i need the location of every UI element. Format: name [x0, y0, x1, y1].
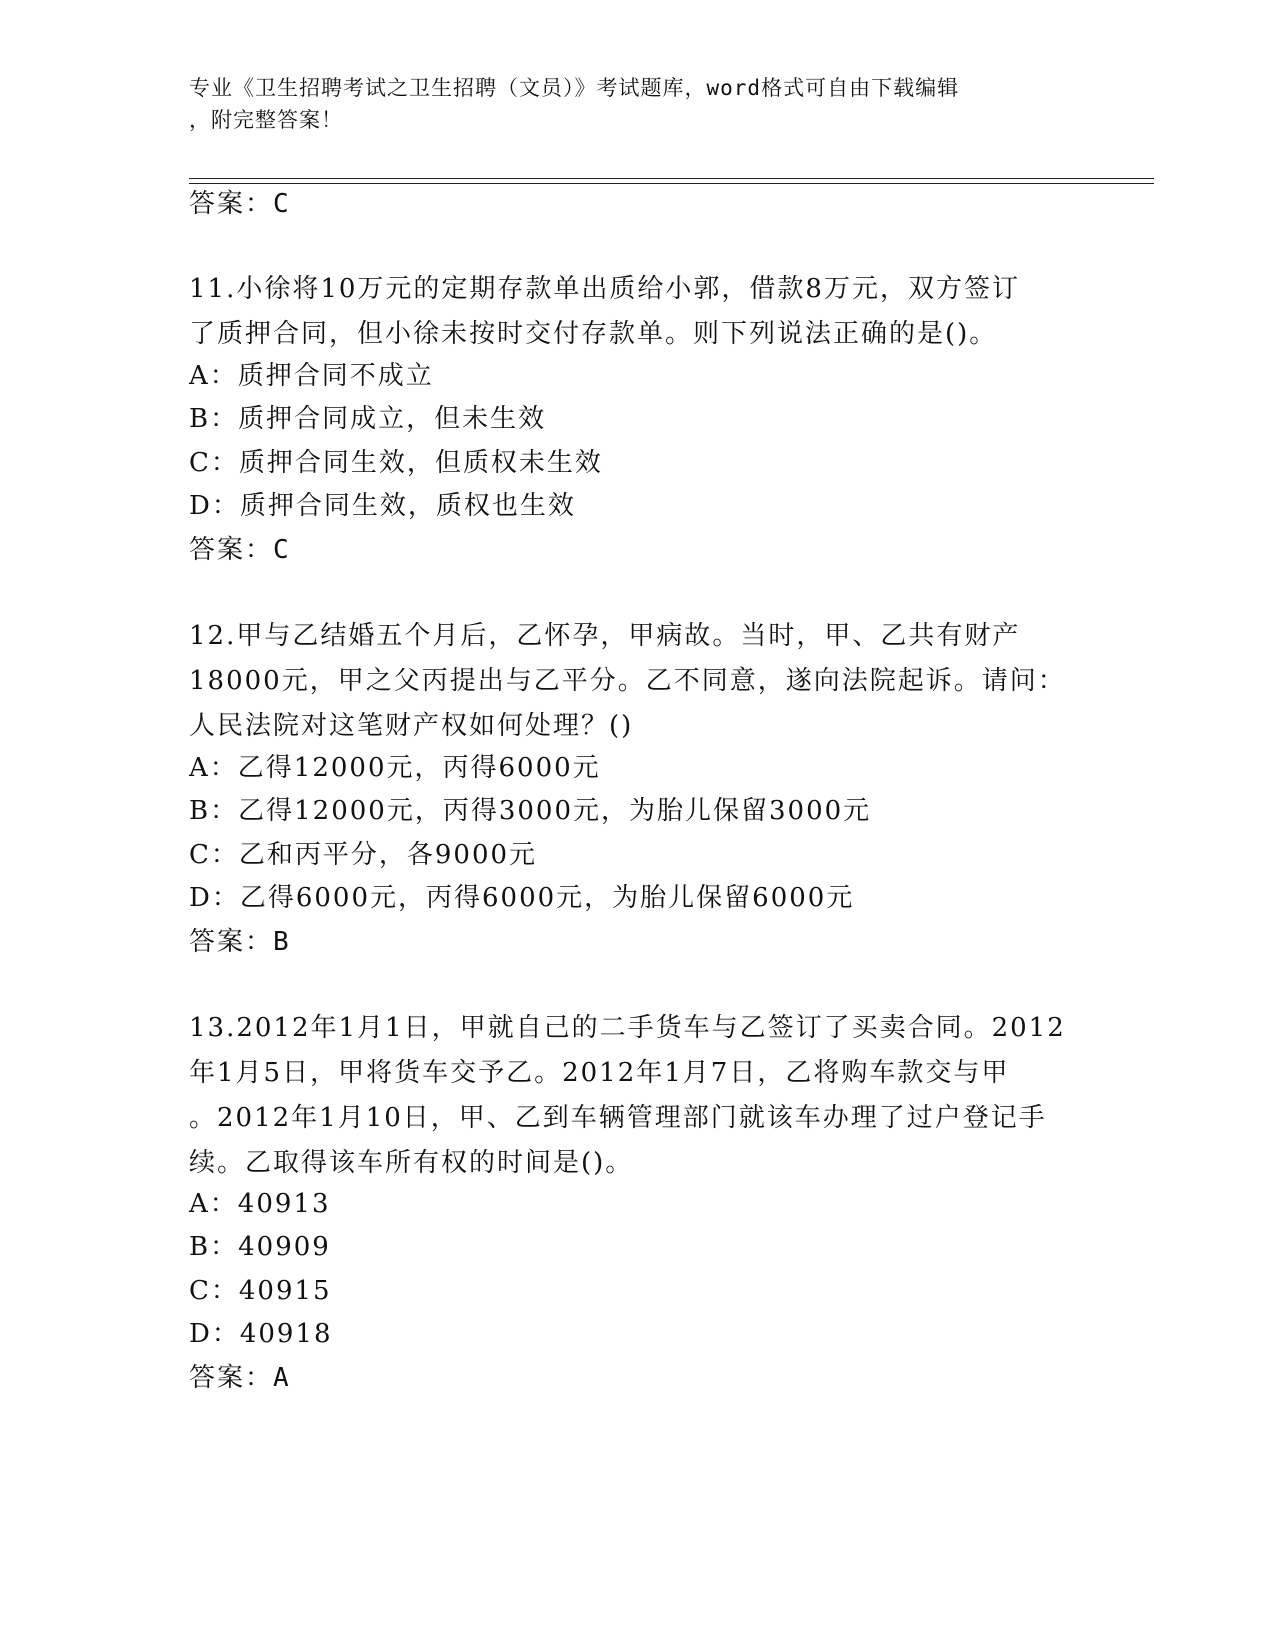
question-stem-line: 11.小徐将10万元的定期存款单出质给小郭，借款8万元，双方签订 — [189, 274, 1020, 304]
question-stem-line: 。2012年1月10日，甲、乙到车辆管理部门就该车办理了过户登记手 — [189, 1103, 1047, 1133]
question-12-option-b: B：乙得12000元，丙得3000元，为胎儿保留3000元 — [189, 796, 872, 826]
question-13-option-d: D：40918 — [189, 1319, 333, 1349]
question-11-answer: 答案：C — [189, 535, 291, 565]
question-stem-line: 续。乙取得该车所有权的时间是()。 — [189, 1148, 634, 1178]
question-stem-line: 了质押合同，但小徐未按时交付存款单。则下列说法正确的是()。 — [189, 319, 998, 349]
question-13-stem — [189, 1006, 1089, 1186]
question-11-option-b: B：质押合同成立，但未生效 — [189, 404, 547, 434]
question-13-answer: 答案：A — [189, 1363, 291, 1393]
question-12-stem — [189, 614, 1089, 749]
question-12-answer: 答案：B — [189, 927, 291, 957]
question-12-option-d: D：乙得6000元，丙得6000元，为胎儿保留6000元 — [189, 883, 855, 913]
header-divider — [189, 178, 1154, 184]
question-13-option-b: B：40909 — [189, 1232, 331, 1262]
question-11-stem — [189, 267, 1089, 357]
question-13-option-c: C：40915 — [189, 1276, 332, 1306]
question-stem-line: 年1月5日，甲将货车交予乙。2012年1月7日，乙将购车款交与甲 — [189, 1058, 1010, 1088]
question-stem-line: 18000元，甲之父丙提出与乙平分。乙不同意，遂向法院起诉。请问： — [189, 666, 1066, 696]
question-12-option-a: A：乙得12000元，丙得6000元 — [189, 753, 601, 783]
previous-answer: 答案：C — [189, 189, 291, 219]
question-13-option-a: A：40913 — [189, 1189, 331, 1219]
header-line-2: ，附完整答案！ — [189, 108, 343, 132]
question-stem-line: 12.甲与乙结婚五个月后，乙怀孕，甲病故。当时，甲、乙共有财产 — [189, 621, 1021, 651]
header-line-1: 专业《卫生招聘考试之卫生招聘（文员）》考试题库，word格式可自由下载编辑 — [189, 76, 960, 100]
question-stem-line: 人民法院对这笔财产权如何处理？() — [189, 711, 634, 741]
question-stem-line: 13.2012年1月1日，甲就自己的二手货车与乙签订了买卖合同。2012 — [189, 1013, 1066, 1043]
question-11-option-d: D：质押合同生效，质权也生效 — [189, 491, 576, 521]
question-12-option-c: C：乙和丙平分，各9000元 — [189, 840, 538, 870]
document-header — [189, 72, 1089, 136]
question-11-option-c: C：质押合同生效，但质权未生效 — [189, 448, 603, 478]
question-11-option-a: A：质押合同不成立 — [189, 361, 434, 391]
